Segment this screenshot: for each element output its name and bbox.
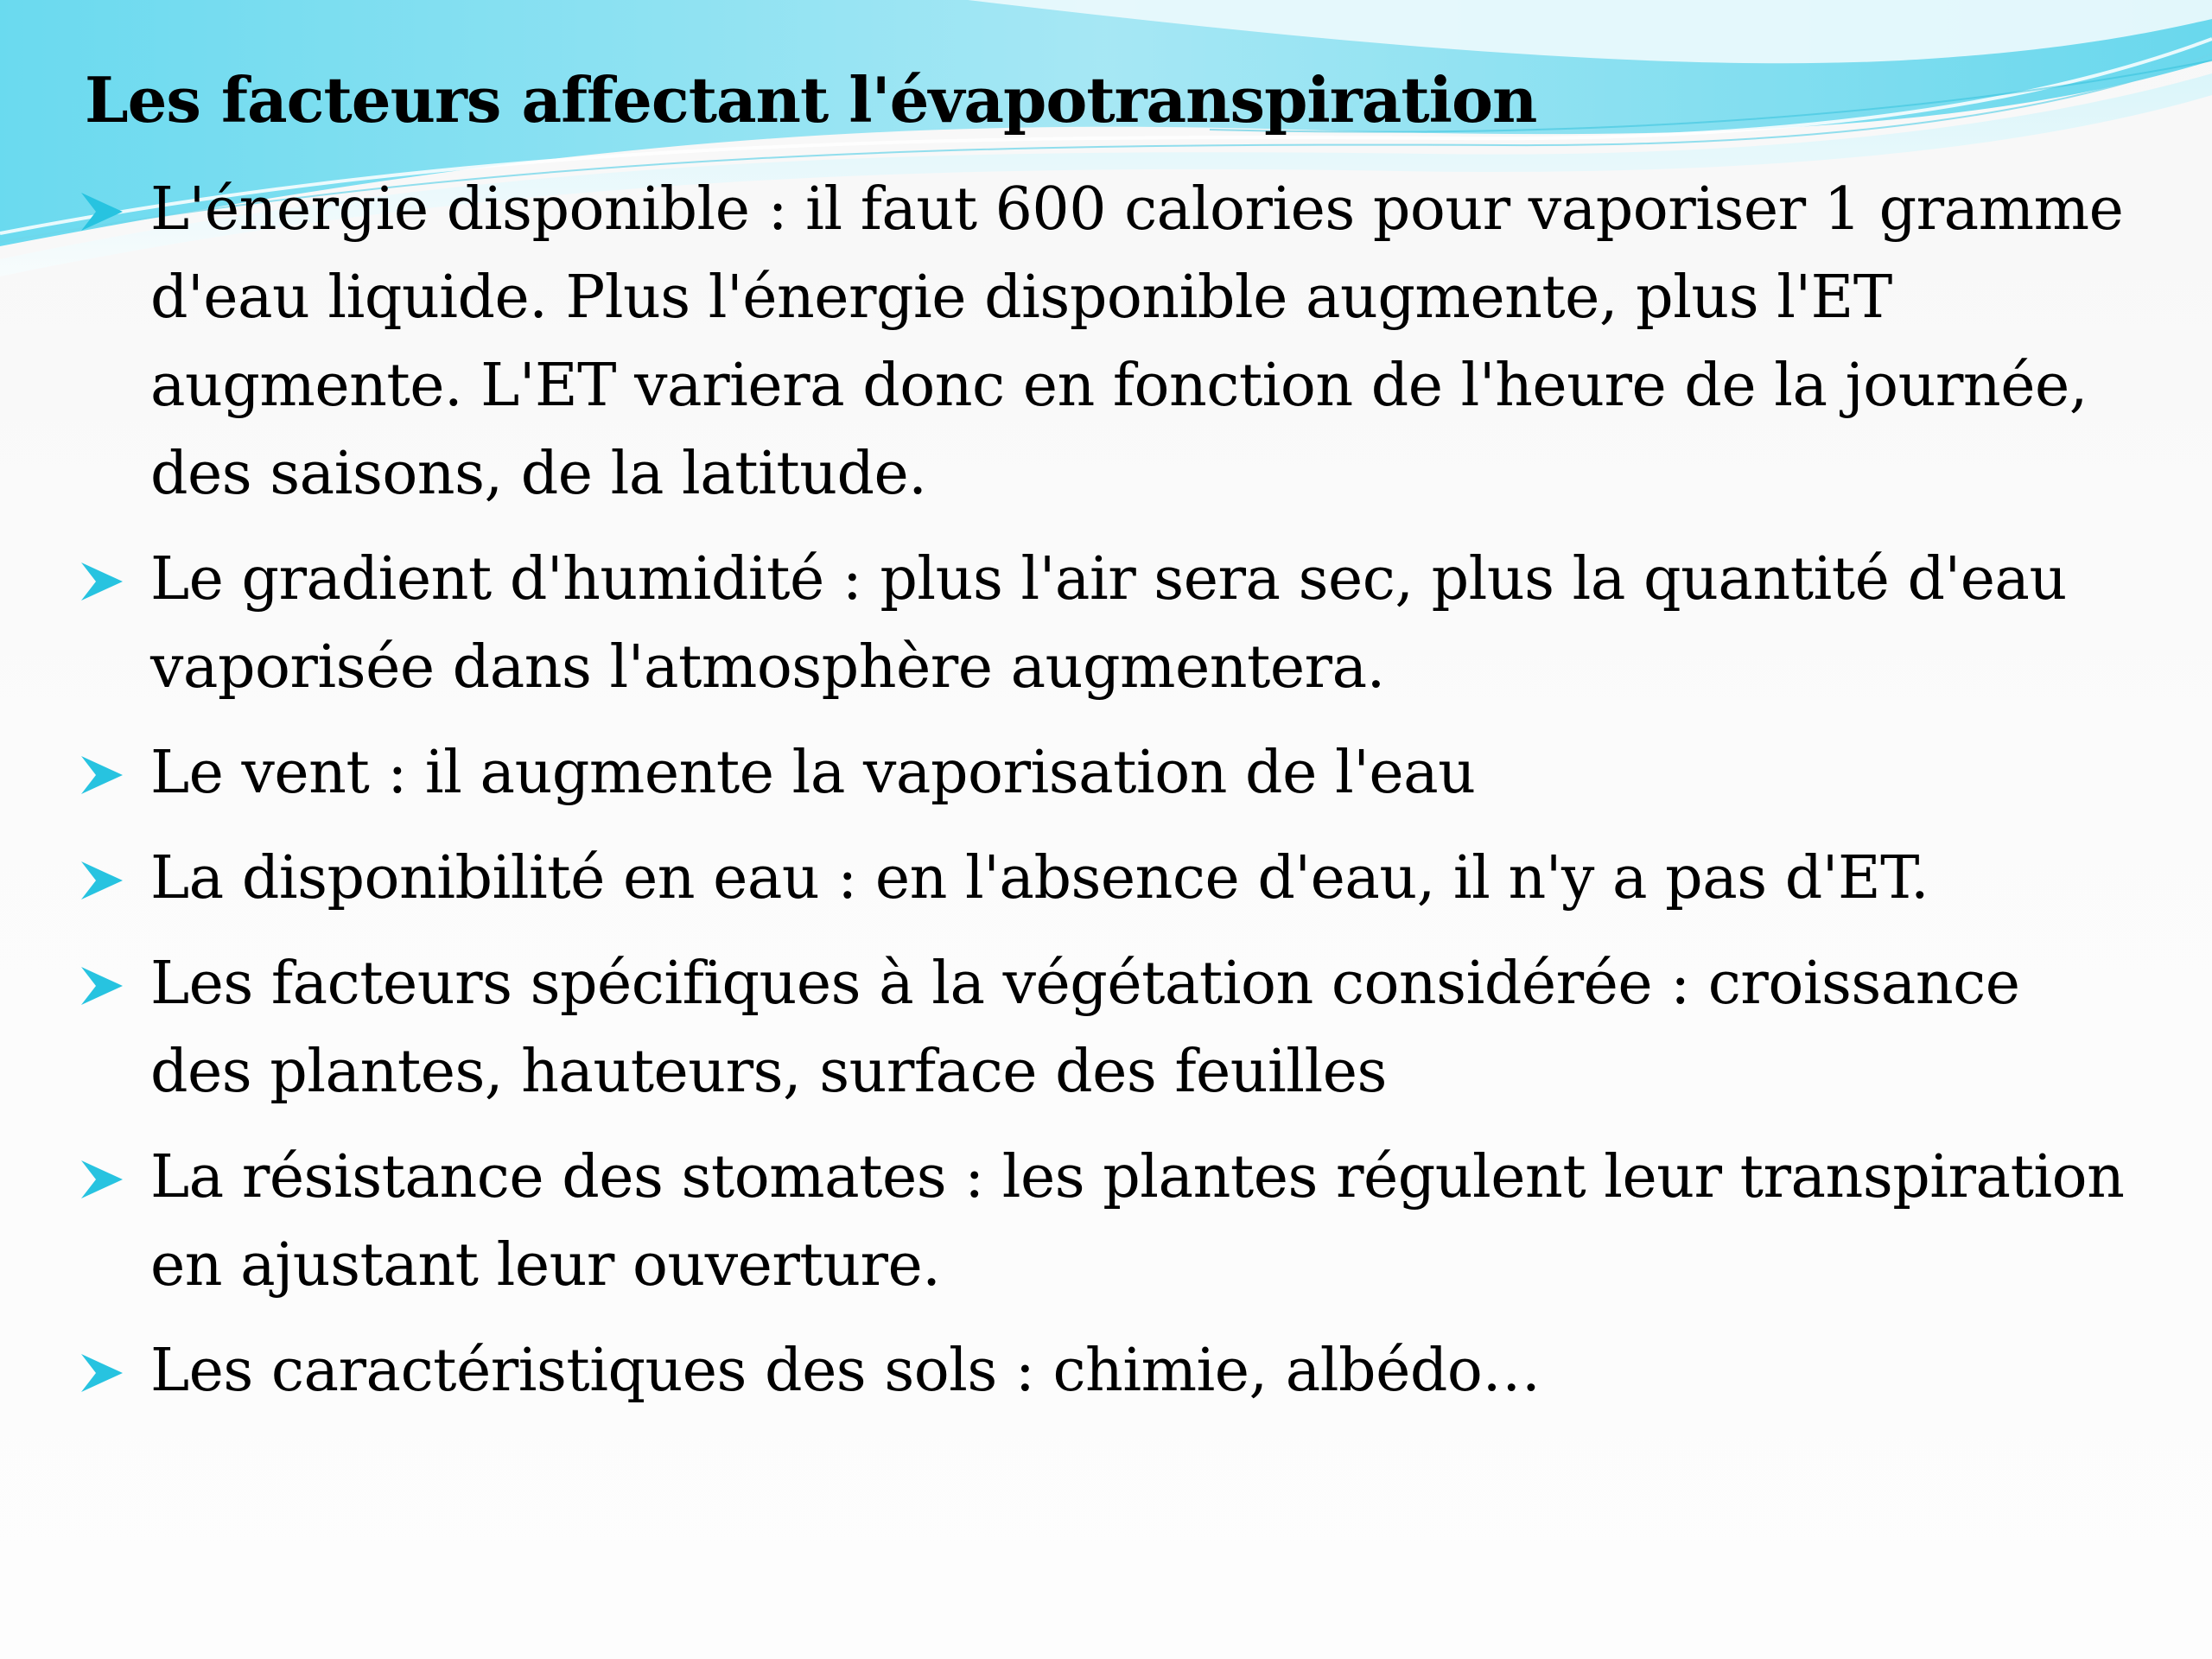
bullet-item-energie <box>79 166 2136 518</box>
bullet-item-sols <box>79 1327 2136 1415</box>
bullet-text: La résistance des stomates : les plantes régulent leur transpiration en ajustant leur ouverture. <box>150 1143 2125 1300</box>
bullet-item-humidite <box>79 536 2136 712</box>
arrow-bullet-icon <box>79 753 124 797</box>
arrow-bullet-icon <box>79 859 124 902</box>
arrow-bullet-icon <box>79 190 124 233</box>
bullet-list <box>79 166 2136 1433</box>
bullet-text: L'énergie disponible : il faut 600 calories pour vaporiser 1 gramme d'eau liquide. Plus l'énergie disponible augmente, plus l'ET augmente. L'ET variera donc en fonction de l'heure de la journée, des saisons, de la latitude. <box>150 175 2124 508</box>
bullet-item-stomates <box>79 1134 2136 1310</box>
bullet-item-vent <box>79 729 2136 817</box>
arrow-bullet-icon <box>79 964 124 1007</box>
bullet-item-disponibilite-eau <box>79 835 2136 923</box>
bullet-text: La disponibilité en eau : en l'absence d'eau, il n'y a pas d'ET. <box>150 844 1929 912</box>
bullet-text: Le gradient d'humidité : plus l'air sera sec, plus la quantité d'eau vaporisée dans l'atmosphère augmentera. <box>150 545 2067 702</box>
bullet-text: Les caractéristiques des sols : chimie, albédo… <box>150 1337 1541 1405</box>
bullet-text: Les facteurs spécifiques à la végétation considérée : croissance des plantes, hauteurs, surface des feuilles <box>150 950 2020 1106</box>
arrow-bullet-icon <box>79 1158 124 1201</box>
arrow-bullet-icon <box>79 560 124 603</box>
bullet-text: Le vent : il augmente la vaporisation de l'eau <box>150 739 1476 807</box>
bullet-item-vegetation <box>79 940 2136 1116</box>
slide-title: Les facteurs affectant l'évapotranspiration <box>85 63 1537 137</box>
arrow-bullet-icon <box>79 1351 124 1395</box>
